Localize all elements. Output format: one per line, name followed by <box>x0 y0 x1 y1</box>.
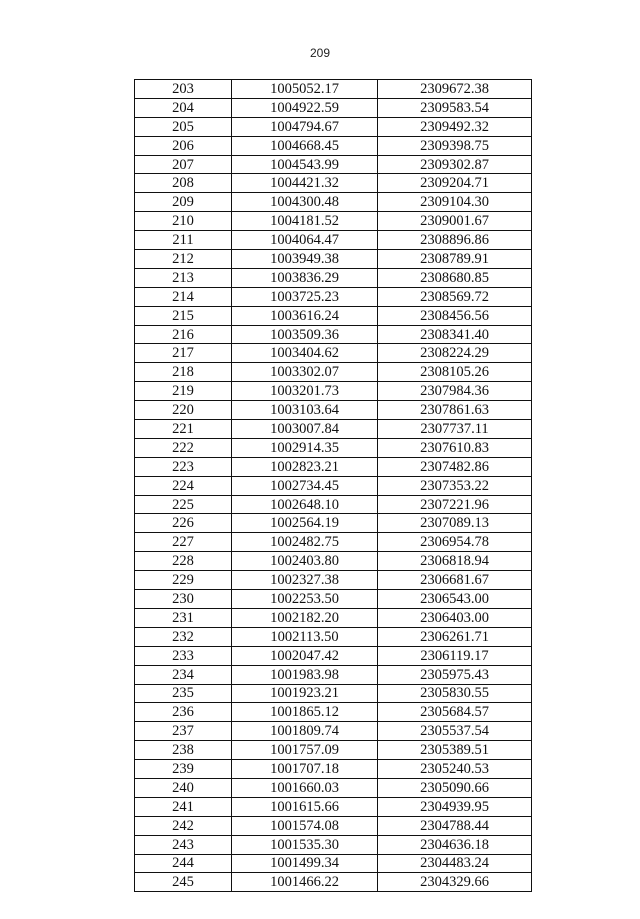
table-row <box>135 722 532 741</box>
row-index-cell: 227 <box>135 533 232 552</box>
table-row <box>135 287 532 306</box>
y-coordinate-cell: 2306261.71 <box>378 627 532 646</box>
table-row <box>135 533 532 552</box>
row-index-cell: 225 <box>135 495 232 514</box>
x-coordinate-cell: 1001499.34 <box>232 854 378 873</box>
x-coordinate-cell: 1002648.10 <box>232 495 378 514</box>
row-index-cell: 244 <box>135 854 232 873</box>
row-index-cell: 215 <box>135 306 232 325</box>
table-row <box>135 136 532 155</box>
x-coordinate-cell: 1005052.17 <box>232 80 378 99</box>
y-coordinate-cell: 2309583.54 <box>378 98 532 117</box>
y-coordinate-cell: 2308224.29 <box>378 344 532 363</box>
y-coordinate-cell: 2306119.17 <box>378 646 532 665</box>
y-coordinate-cell: 2307482.86 <box>378 457 532 476</box>
table-row <box>135 778 532 797</box>
table-row <box>135 571 532 590</box>
x-coordinate-cell: 1002823.21 <box>232 457 378 476</box>
y-coordinate-cell: 2307353.22 <box>378 476 532 495</box>
row-index-cell: 205 <box>135 117 232 136</box>
table-row <box>135 854 532 873</box>
y-coordinate-cell: 2306954.78 <box>378 533 532 552</box>
y-coordinate-cell: 2307737.11 <box>378 420 532 439</box>
x-coordinate-cell: 1002182.20 <box>232 608 378 627</box>
x-coordinate-cell: 1003007.84 <box>232 420 378 439</box>
x-coordinate-cell: 1003404.62 <box>232 344 378 363</box>
table-row <box>135 382 532 401</box>
y-coordinate-cell: 2305975.43 <box>378 665 532 684</box>
row-index-cell: 234 <box>135 665 232 684</box>
row-index-cell: 229 <box>135 571 232 590</box>
table-row <box>135 608 532 627</box>
x-coordinate-cell: 1001983.98 <box>232 665 378 684</box>
row-index-cell: 238 <box>135 741 232 760</box>
y-coordinate-cell: 2309104.30 <box>378 193 532 212</box>
row-index-cell: 203 <box>135 80 232 99</box>
row-index-cell: 208 <box>135 174 232 193</box>
table-row <box>135 155 532 174</box>
table-row <box>135 268 532 287</box>
y-coordinate-cell: 2308680.85 <box>378 268 532 287</box>
y-coordinate-cell: 2305684.57 <box>378 703 532 722</box>
table-row <box>135 627 532 646</box>
row-index-cell: 210 <box>135 212 232 231</box>
table-row <box>135 835 532 854</box>
row-index-cell: 243 <box>135 835 232 854</box>
table-row <box>135 816 532 835</box>
y-coordinate-cell: 2309398.75 <box>378 136 532 155</box>
table-row <box>135 401 532 420</box>
table-row <box>135 212 532 231</box>
row-index-cell: 231 <box>135 608 232 627</box>
row-index-cell: 211 <box>135 231 232 250</box>
row-index-cell: 224 <box>135 476 232 495</box>
y-coordinate-cell: 2309492.32 <box>378 117 532 136</box>
x-coordinate-cell: 1001809.74 <box>232 722 378 741</box>
y-coordinate-cell: 2305537.54 <box>378 722 532 741</box>
x-coordinate-cell: 1002253.50 <box>232 590 378 609</box>
x-coordinate-cell: 1003836.29 <box>232 268 378 287</box>
row-index-cell: 207 <box>135 155 232 174</box>
table-row <box>135 80 532 99</box>
x-coordinate-cell: 1003725.23 <box>232 287 378 306</box>
y-coordinate-cell: 2304788.44 <box>378 816 532 835</box>
table-row <box>135 514 532 533</box>
x-coordinate-cell: 1002482.75 <box>232 533 378 552</box>
row-index-cell: 241 <box>135 797 232 816</box>
x-coordinate-cell: 1002564.19 <box>232 514 378 533</box>
x-coordinate-cell: 1001707.18 <box>232 760 378 779</box>
coordinates-table-body <box>135 80 532 892</box>
table-row <box>135 420 532 439</box>
row-index-cell: 237 <box>135 722 232 741</box>
table-row <box>135 231 532 250</box>
row-index-cell: 230 <box>135 590 232 609</box>
table-row <box>135 344 532 363</box>
y-coordinate-cell: 2309204.71 <box>378 174 532 193</box>
y-coordinate-cell: 2306818.94 <box>378 552 532 571</box>
x-coordinate-cell: 1003949.38 <box>232 250 378 269</box>
row-index-cell: 226 <box>135 514 232 533</box>
x-coordinate-cell: 1003616.24 <box>232 306 378 325</box>
row-index-cell: 218 <box>135 363 232 382</box>
x-coordinate-cell: 1004300.48 <box>232 193 378 212</box>
x-coordinate-cell: 1001757.09 <box>232 741 378 760</box>
row-index-cell: 223 <box>135 457 232 476</box>
row-index-cell: 240 <box>135 778 232 797</box>
table-row <box>135 174 532 193</box>
x-coordinate-cell: 1002113.50 <box>232 627 378 646</box>
x-coordinate-cell: 1004794.67 <box>232 117 378 136</box>
y-coordinate-cell: 2308456.56 <box>378 306 532 325</box>
table-row <box>135 363 532 382</box>
x-coordinate-cell: 1001535.30 <box>232 835 378 854</box>
x-coordinate-cell: 1004064.47 <box>232 231 378 250</box>
x-coordinate-cell: 1003201.73 <box>232 382 378 401</box>
y-coordinate-cell: 2307610.83 <box>378 438 532 457</box>
table-row <box>135 495 532 514</box>
table-row <box>135 193 532 212</box>
table-row <box>135 552 532 571</box>
table-row <box>135 590 532 609</box>
row-index-cell: 209 <box>135 193 232 212</box>
x-coordinate-cell: 1003103.64 <box>232 401 378 420</box>
x-coordinate-cell: 1001923.21 <box>232 684 378 703</box>
y-coordinate-cell: 2305830.55 <box>378 684 532 703</box>
y-coordinate-cell: 2309001.67 <box>378 212 532 231</box>
table-row <box>135 306 532 325</box>
y-coordinate-cell: 2308896.86 <box>378 231 532 250</box>
table-row <box>135 797 532 816</box>
x-coordinate-cell: 1001574.08 <box>232 816 378 835</box>
row-index-cell: 217 <box>135 344 232 363</box>
table-row <box>135 760 532 779</box>
x-coordinate-cell: 1002914.35 <box>232 438 378 457</box>
y-coordinate-cell: 2304636.18 <box>378 835 532 854</box>
table-row <box>135 325 532 344</box>
table-row <box>135 703 532 722</box>
x-coordinate-cell: 1001865.12 <box>232 703 378 722</box>
y-coordinate-cell: 2307089.13 <box>378 514 532 533</box>
row-index-cell: 219 <box>135 382 232 401</box>
x-coordinate-cell: 1002403.80 <box>232 552 378 571</box>
x-coordinate-cell: 1004922.59 <box>232 98 378 117</box>
y-coordinate-cell: 2304483.24 <box>378 854 532 873</box>
table-row <box>135 741 532 760</box>
y-coordinate-cell: 2304939.95 <box>378 797 532 816</box>
row-index-cell: 233 <box>135 646 232 665</box>
row-index-cell: 213 <box>135 268 232 287</box>
table-row <box>135 646 532 665</box>
row-index-cell: 216 <box>135 325 232 344</box>
x-coordinate-cell: 1003302.07 <box>232 363 378 382</box>
table-row <box>135 98 532 117</box>
x-coordinate-cell: 1002047.42 <box>232 646 378 665</box>
page-number: 209 <box>309 46 331 60</box>
table-row <box>135 250 532 269</box>
x-coordinate-cell: 1003509.36 <box>232 325 378 344</box>
table-row <box>135 684 532 703</box>
table-row <box>135 117 532 136</box>
row-index-cell: 245 <box>135 873 232 892</box>
table-row <box>135 438 532 457</box>
y-coordinate-cell: 2308789.91 <box>378 250 532 269</box>
y-coordinate-cell: 2305090.66 <box>378 778 532 797</box>
x-coordinate-cell: 1001466.22 <box>232 873 378 892</box>
y-coordinate-cell: 2308341.40 <box>378 325 532 344</box>
x-coordinate-cell: 1004543.99 <box>232 155 378 174</box>
table-row <box>135 476 532 495</box>
y-coordinate-cell: 2307984.36 <box>378 382 532 401</box>
coordinates-table-container <box>134 79 528 892</box>
row-index-cell: 222 <box>135 438 232 457</box>
y-coordinate-cell: 2306681.67 <box>378 571 532 590</box>
row-index-cell: 239 <box>135 760 232 779</box>
row-index-cell: 214 <box>135 287 232 306</box>
x-coordinate-cell: 1004421.32 <box>232 174 378 193</box>
row-index-cell: 228 <box>135 552 232 571</box>
row-index-cell: 212 <box>135 250 232 269</box>
y-coordinate-cell: 2309672.38 <box>378 80 532 99</box>
row-index-cell: 242 <box>135 816 232 835</box>
y-coordinate-cell: 2307861.63 <box>378 401 532 420</box>
y-coordinate-cell: 2306403.00 <box>378 608 532 627</box>
row-index-cell: 232 <box>135 627 232 646</box>
row-index-cell: 204 <box>135 98 232 117</box>
x-coordinate-cell: 1002327.38 <box>232 571 378 590</box>
table-row <box>135 457 532 476</box>
y-coordinate-cell: 2308105.26 <box>378 363 532 382</box>
table-row <box>135 665 532 684</box>
y-coordinate-cell: 2305240.53 <box>378 760 532 779</box>
coordinates-table <box>134 79 532 892</box>
y-coordinate-cell: 2308569.72 <box>378 287 532 306</box>
table-row <box>135 873 532 892</box>
x-coordinate-cell: 1001615.66 <box>232 797 378 816</box>
y-coordinate-cell: 2309302.87 <box>378 155 532 174</box>
y-coordinate-cell: 2304329.66 <box>378 873 532 892</box>
x-coordinate-cell: 1002734.45 <box>232 476 378 495</box>
y-coordinate-cell: 2305389.51 <box>378 741 532 760</box>
row-index-cell: 235 <box>135 684 232 703</box>
y-coordinate-cell: 2306543.00 <box>378 590 532 609</box>
x-coordinate-cell: 1004668.45 <box>232 136 378 155</box>
y-coordinate-cell: 2307221.96 <box>378 495 532 514</box>
row-index-cell: 236 <box>135 703 232 722</box>
x-coordinate-cell: 1001660.03 <box>232 778 378 797</box>
row-index-cell: 221 <box>135 420 232 439</box>
x-coordinate-cell: 1004181.52 <box>232 212 378 231</box>
row-index-cell: 220 <box>135 401 232 420</box>
row-index-cell: 206 <box>135 136 232 155</box>
